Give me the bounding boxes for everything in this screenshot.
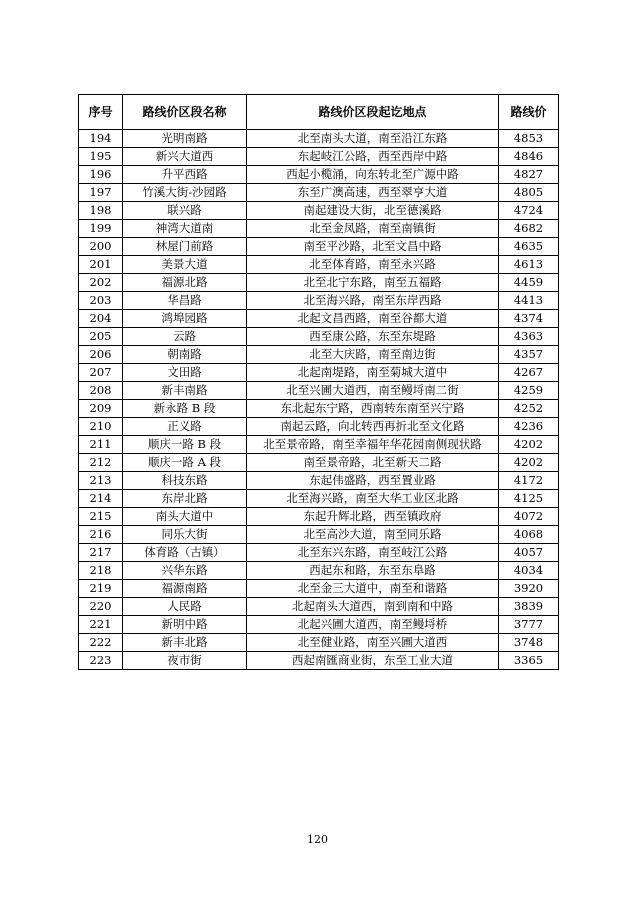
cell-route-price: 3777 — [499, 616, 559, 634]
cell-segment-location: 南起建设大街，北至德溪路 — [247, 202, 499, 220]
table-row — [79, 238, 559, 256]
cell-segment-location: 北至南头大道，南至沿江东路 — [247, 130, 499, 148]
cell-serial: 200 — [79, 238, 123, 256]
cell-serial: 202 — [79, 274, 123, 292]
cell-serial: 204 — [79, 310, 123, 328]
table-row — [79, 292, 559, 310]
cell-serial: 199 — [79, 220, 123, 238]
cell-segment-location: 北至海兴路，南至大华工业区北路 — [247, 490, 499, 508]
cell-segment-location: 北至体育路，南至永兴路 — [247, 256, 499, 274]
cell-segment-location: 北至景帝路，南至幸福年华花园南侧现状路 — [247, 436, 499, 454]
table-row — [79, 202, 559, 220]
cell-segment-location: 北起兴圃大道西，南至鳗埒桥 — [247, 616, 499, 634]
table-row — [79, 616, 559, 634]
table-row — [79, 544, 559, 562]
cell-serial: 194 — [79, 130, 123, 148]
cell-serial: 197 — [79, 184, 123, 202]
cell-serial: 207 — [79, 364, 123, 382]
cell-route-price: 4846 — [499, 148, 559, 166]
cell-route-price: 4236 — [499, 418, 559, 436]
cell-segment-name: 南头大道中 — [123, 508, 247, 526]
cell-serial: 211 — [79, 436, 123, 454]
cell-route-price: 4413 — [499, 292, 559, 310]
table-row — [79, 562, 559, 580]
cell-segment-location: 西至康公路，东至东堤路 — [247, 328, 499, 346]
cell-segment-name: 新丰北路 — [123, 634, 247, 652]
cell-route-price: 4259 — [499, 382, 559, 400]
cell-segment-name: 鸿埠园路 — [123, 310, 247, 328]
cell-route-price: 4057 — [499, 544, 559, 562]
cell-segment-name: 林屋门前路 — [123, 238, 247, 256]
header-serial: 序号 — [79, 95, 123, 130]
cell-serial: 220 — [79, 598, 123, 616]
cell-route-price: 4613 — [499, 256, 559, 274]
cell-segment-name: 同乐大街 — [123, 526, 247, 544]
cell-segment-location: 南起云路，向北转西再折北至文化路 — [247, 418, 499, 436]
table-row — [79, 382, 559, 400]
cell-segment-name: 朝南路 — [123, 346, 247, 364]
table-row — [79, 580, 559, 598]
cell-segment-location: 南至景帝路，北至新天二路 — [247, 454, 499, 472]
table-row — [79, 346, 559, 364]
table-row — [79, 472, 559, 490]
cell-segment-name: 新永路 B 段 — [123, 400, 247, 418]
table-row — [79, 148, 559, 166]
cell-segment-location: 北至兴圃大道西，南至鳗埒南二街 — [247, 382, 499, 400]
page-number: 120 — [307, 833, 328, 846]
cell-segment-location: 西起小榄涌，向东转北至广源中路 — [247, 166, 499, 184]
cell-serial: 215 — [79, 508, 123, 526]
cell-serial: 209 — [79, 400, 123, 418]
cell-segment-name: 科技东路 — [123, 472, 247, 490]
cell-segment-name: 体育路（古镇） — [123, 544, 247, 562]
cell-segment-name: 升平西路 — [123, 166, 247, 184]
cell-segment-name: 神湾大道南 — [123, 220, 247, 238]
table-row — [79, 418, 559, 436]
cell-route-price: 4827 — [499, 166, 559, 184]
cell-segment-name: 人民路 — [123, 598, 247, 616]
cell-serial: 212 — [79, 454, 123, 472]
cell-route-price: 4068 — [499, 526, 559, 544]
cell-route-price: 4853 — [499, 130, 559, 148]
cell-segment-name: 云路 — [123, 328, 247, 346]
cell-serial: 219 — [79, 580, 123, 598]
cell-serial: 201 — [79, 256, 123, 274]
cell-route-price: 4724 — [499, 202, 559, 220]
cell-segment-location: 北起南堤路，南至菊城大道中 — [247, 364, 499, 382]
cell-segment-name: 夜市街 — [123, 652, 247, 670]
cell-serial: 222 — [79, 634, 123, 652]
cell-segment-location: 西起南匯商业街，东至工业大道 — [247, 652, 499, 670]
cell-segment-name: 联兴路 — [123, 202, 247, 220]
cell-route-price: 4202 — [499, 454, 559, 472]
table-row — [79, 508, 559, 526]
cell-route-price: 4072 — [499, 508, 559, 526]
cell-route-price: 4374 — [499, 310, 559, 328]
cell-serial: 218 — [79, 562, 123, 580]
header-row — [79, 95, 559, 130]
table-row — [79, 184, 559, 202]
table-row — [79, 454, 559, 472]
cell-segment-location: 西起东和路，东至东阜路 — [247, 562, 499, 580]
cell-segment-location: 东起伟盛路，西至置业路 — [247, 472, 499, 490]
cell-segment-location: 北至东兴东路，南至岐江公路 — [247, 544, 499, 562]
cell-segment-location: 北至海兴路，南至东岸西路 — [247, 292, 499, 310]
cell-route-price: 4125 — [499, 490, 559, 508]
cell-segment-name: 新明中路 — [123, 616, 247, 634]
table-row — [79, 130, 559, 148]
cell-serial: 210 — [79, 418, 123, 436]
cell-segment-name: 文田路 — [123, 364, 247, 382]
cell-segment-name: 福源南路 — [123, 580, 247, 598]
table-row — [79, 526, 559, 544]
cell-segment-location: 北起文昌西路，南至谷都大道 — [247, 310, 499, 328]
cell-segment-location: 东起升辉北路，西至镇政府 — [247, 508, 499, 526]
cell-segment-name: 华昌路 — [123, 292, 247, 310]
route-price-table — [78, 94, 559, 670]
table-row — [79, 310, 559, 328]
cell-serial: 208 — [79, 382, 123, 400]
table-row — [79, 364, 559, 382]
table-row — [79, 598, 559, 616]
cell-serial: 196 — [79, 166, 123, 184]
cell-segment-location: 北至健业路，南至兴圃大道西 — [247, 634, 499, 652]
cell-serial: 216 — [79, 526, 123, 544]
header-segment-name: 路线价区段名称 — [123, 95, 247, 130]
table-row — [79, 490, 559, 508]
cell-route-price: 4202 — [499, 436, 559, 454]
cell-route-price: 4357 — [499, 346, 559, 364]
table-body — [79, 130, 559, 670]
cell-segment-location: 北至金三大道中，南至和谐路 — [247, 580, 499, 598]
cell-serial: 198 — [79, 202, 123, 220]
cell-segment-location: 北至高沙大道，南至同乐路 — [247, 526, 499, 544]
header-route-price: 路线价 — [499, 95, 559, 130]
cell-serial: 205 — [79, 328, 123, 346]
table-row — [79, 400, 559, 418]
cell-route-price: 4252 — [499, 400, 559, 418]
table-header — [79, 95, 559, 130]
cell-segment-name: 光明南路 — [123, 130, 247, 148]
table-row — [79, 652, 559, 670]
table-row — [79, 256, 559, 274]
cell-serial: 221 — [79, 616, 123, 634]
cell-serial: 214 — [79, 490, 123, 508]
cell-route-price: 4459 — [499, 274, 559, 292]
cell-route-price: 4172 — [499, 472, 559, 490]
cell-segment-location: 北至北宁东路，南至五福路 — [247, 274, 499, 292]
cell-serial: 203 — [79, 292, 123, 310]
cell-route-price: 4635 — [499, 238, 559, 256]
cell-segment-name: 东岸北路 — [123, 490, 247, 508]
cell-serial: 217 — [79, 544, 123, 562]
table-row — [79, 634, 559, 652]
cell-segment-name: 新兴大道西 — [123, 148, 247, 166]
cell-route-price: 4034 — [499, 562, 559, 580]
cell-segment-name: 顺庆一路 A 段 — [123, 454, 247, 472]
cell-segment-location: 东北起东宁路，西南转东南至兴宁路 — [247, 400, 499, 418]
cell-segment-location: 北至大庆路，南至南边街 — [247, 346, 499, 364]
cell-segment-name: 美景大道 — [123, 256, 247, 274]
cell-route-price: 3365 — [499, 652, 559, 670]
table-row — [79, 328, 559, 346]
cell-serial: 213 — [79, 472, 123, 490]
cell-segment-name: 顺庆一路 B 段 — [123, 436, 247, 454]
cell-segment-name: 福源北路 — [123, 274, 247, 292]
header-segment-location: 路线价区段起讫地点 — [247, 95, 499, 130]
cell-segment-name: 新丰南路 — [123, 382, 247, 400]
cell-segment-location: 东至广澳高速，西至翠亨大道 — [247, 184, 499, 202]
cell-route-price: 3839 — [499, 598, 559, 616]
cell-serial: 206 — [79, 346, 123, 364]
cell-segment-location: 北起南头大道西，南到南和中路 — [247, 598, 499, 616]
table-row — [79, 436, 559, 454]
cell-segment-name: 兴华东路 — [123, 562, 247, 580]
cell-segment-location: 北至金凤路，南至南镇街 — [247, 220, 499, 238]
cell-serial: 223 — [79, 652, 123, 670]
cell-segment-location: 南至平沙路，北至文昌中路 — [247, 238, 499, 256]
cell-segment-name: 正义路 — [123, 418, 247, 436]
cell-serial: 195 — [79, 148, 123, 166]
cell-route-price: 3748 — [499, 634, 559, 652]
cell-route-price: 4267 — [499, 364, 559, 382]
cell-route-price: 4805 — [499, 184, 559, 202]
cell-segment-name: 竹溪大街-沙园路 — [123, 184, 247, 202]
table-row — [79, 274, 559, 292]
cell-route-price: 4682 — [499, 220, 559, 238]
cell-route-price: 3920 — [499, 580, 559, 598]
table-row — [79, 220, 559, 238]
cell-route-price: 4363 — [499, 328, 559, 346]
cell-segment-location: 东起岐江公路，西至西岸中路 — [247, 148, 499, 166]
table-row — [79, 166, 559, 184]
